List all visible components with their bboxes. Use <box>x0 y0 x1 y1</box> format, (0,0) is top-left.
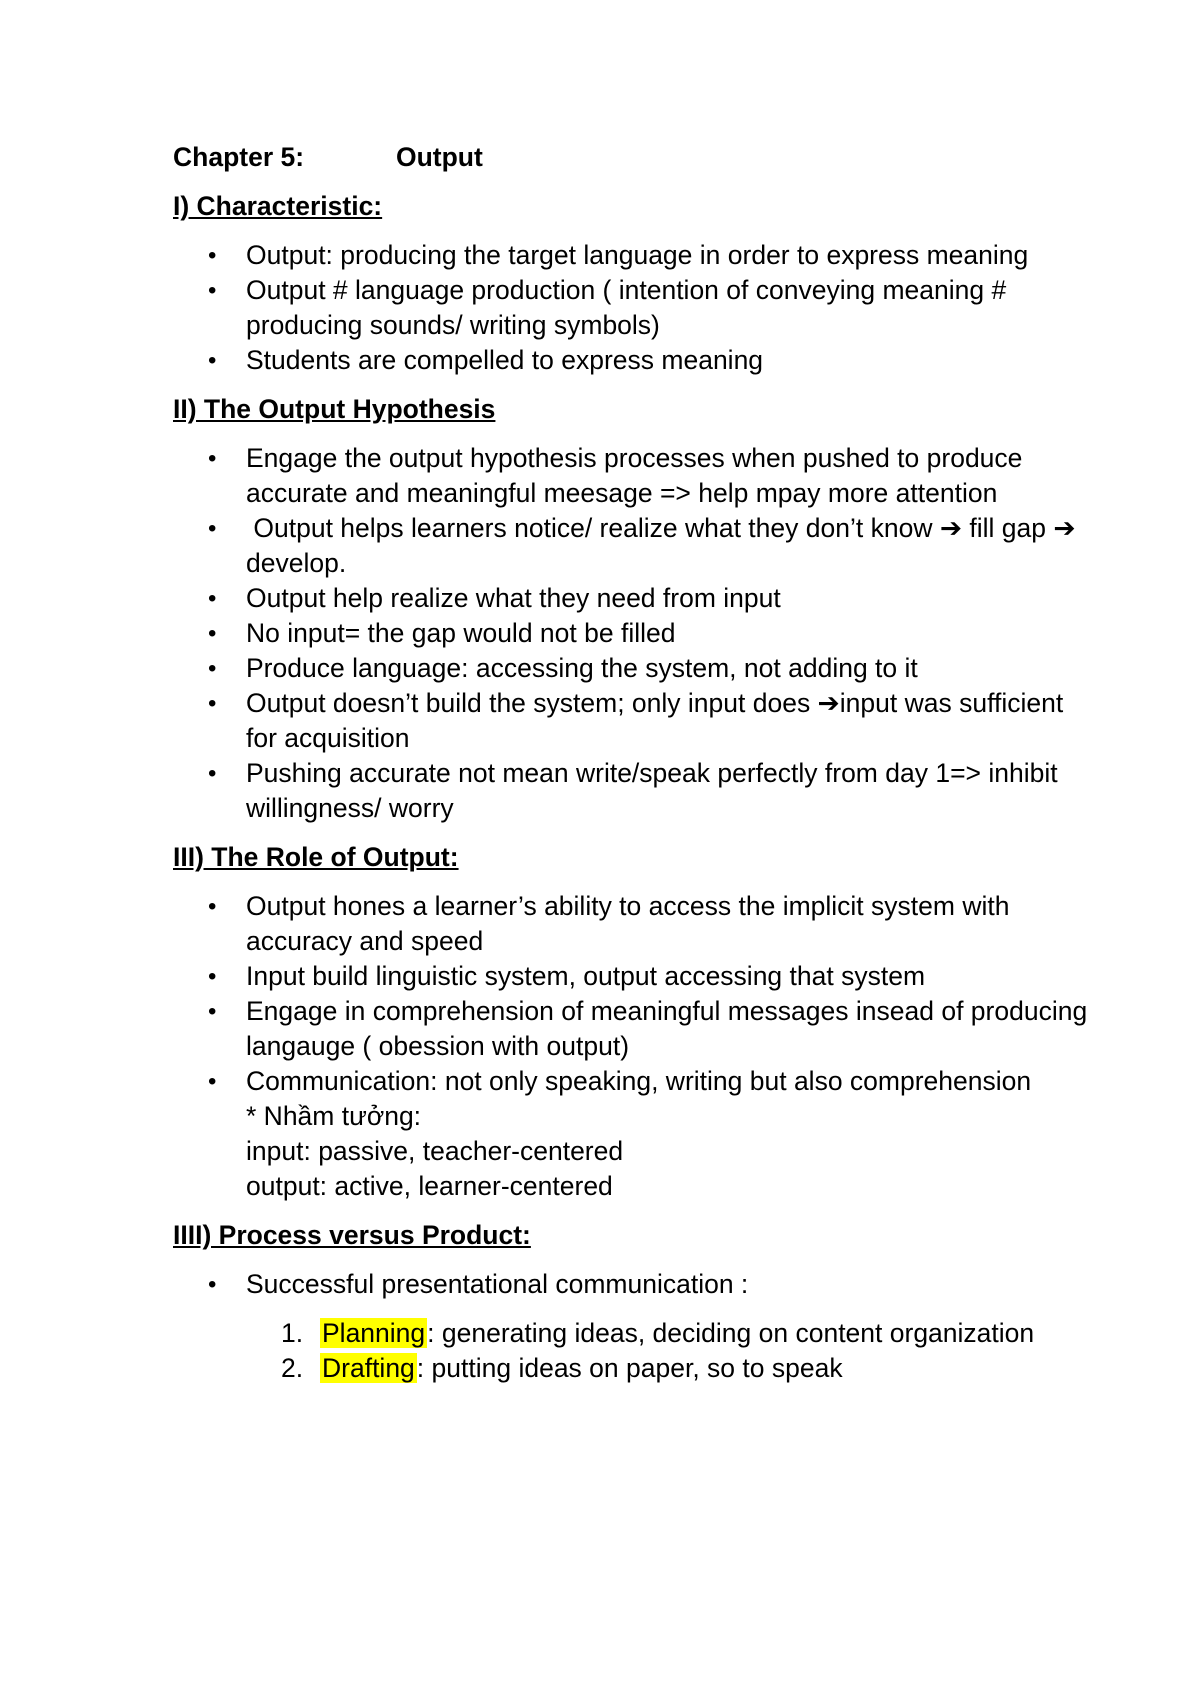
list-item: • Output doesn’t build the system; only input does ➔input was sufficient for acquisition <box>173 686 1093 756</box>
list-item: • Input build linguistic system, output accessing that system <box>173 959 1093 994</box>
list-item: • Output help realize what they need from input <box>173 581 1093 616</box>
section-heading-process-vs-product: IIII) Process versus Product: <box>173 1220 531 1250</box>
note-input: input: passive, teacher-centered <box>246 1136 624 1166</box>
list-item: • Engage the output hypothesis processes when pushed to produce accurate and meaningful meesage => help mpay more attention <box>173 441 1093 511</box>
list-item: • Engage in comprehension of meaningful messages insead of producing langauge ( obession with output) <box>173 994 1093 1064</box>
list-item: • Produce language: accessing the system, not adding to it <box>173 651 1093 686</box>
step-text: : putting ideas on paper, so to speak <box>416 1353 843 1383</box>
bullet-list-output-hypothesis <box>173 441 1093 826</box>
bullet-list-process-vs-product <box>173 1267 1093 1302</box>
highlighted-term: Drafting <box>322 1353 415 1383</box>
list-item: • Output hones a learner’s ability to access the implicit system with accuracy and speed <box>173 889 1093 959</box>
section-heading-characteristic: I) Characteristic: <box>173 191 383 221</box>
numbered-list-steps <box>173 1316 1093 1386</box>
list-item: • Output: producing the target language in order to express meaning <box>173 238 1093 273</box>
list-item: • Students are compelled to express meaning <box>173 343 1093 378</box>
chapter-label: Chapter 5: <box>173 142 305 172</box>
step-number: 2. <box>281 1353 304 1383</box>
list-item: • Successful presentational communication : <box>173 1267 1093 1302</box>
document-content <box>173 140 1093 1386</box>
step-item-drafting <box>173 1351 1093 1386</box>
chapter-title: Output <box>396 142 483 172</box>
section-heading-output-hypothesis: II) The Output Hypothesis <box>173 394 496 424</box>
bullet-list-characteristic <box>173 238 1093 378</box>
section-heading-role-of-output: III) The Role of Output: <box>173 842 459 872</box>
step-text: : generating ideas, deciding on content organization <box>427 1318 1035 1348</box>
bullet-list-role-of-output <box>173 889 1093 1204</box>
list-item: • Pushing accurate not mean write/speak perfectly from day 1=> inhibit willingness/ worry <box>173 756 1093 826</box>
step-item-planning <box>173 1316 1093 1351</box>
note-output: output: active, learner-centered <box>246 1171 613 1201</box>
chapter-heading <box>173 140 1093 175</box>
list-item: • Output # language production ( intention of conveying meaning # producing sounds/ writing symbols) <box>173 273 1093 343</box>
list-item <box>173 1064 1093 1204</box>
highlighted-term: Planning <box>322 1318 426 1348</box>
step-number: 1. <box>281 1318 304 1348</box>
list-item: • Output helps learners notice/ realize what they don’t know ➔ fill gap ➔ develop. <box>173 511 1093 581</box>
note-title: * Nhầm tưởng: <box>246 1101 422 1131</box>
list-item: • No input= the gap would not be filled <box>173 616 1093 651</box>
list-item-text: Communication: not only speaking, writing but also comprehension <box>246 1066 1032 1096</box>
